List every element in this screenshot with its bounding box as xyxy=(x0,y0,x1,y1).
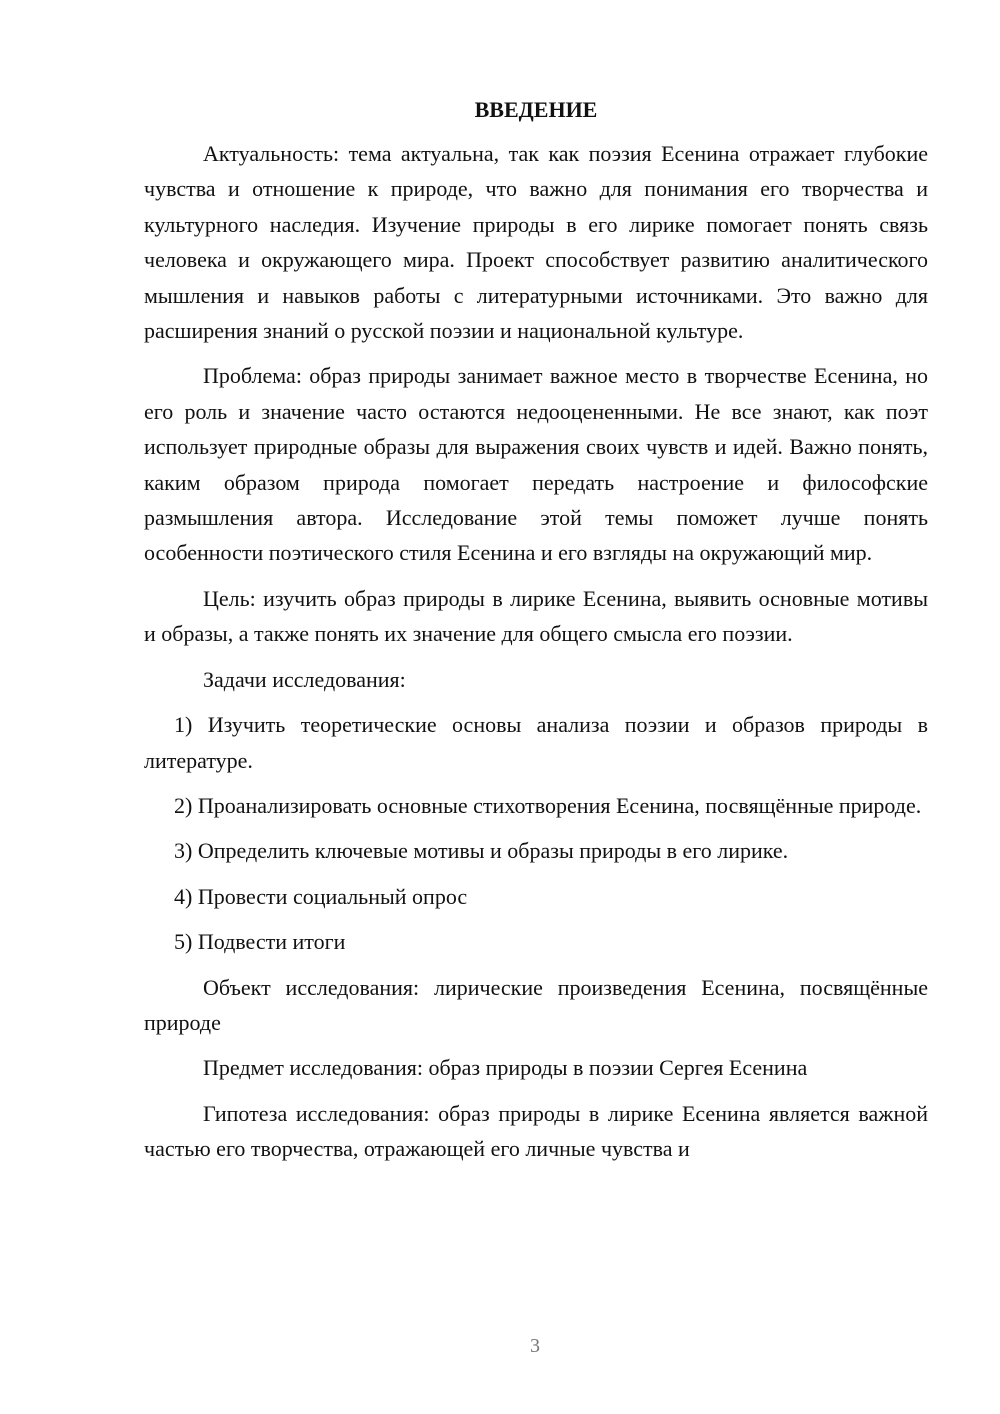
paragraph-relevance: Актуальность: тема актуальна, так как поэзия Есенина отражает глубокие чувства и отношение к природе, что важно для понимания его творчества и культурного наследия. Изучение природы в его лирике помогает понять связь человека и окружающего мира. Проект способствует развитию аналитического мышления и навыков работы с литературными источниками. Это важно для расширения знаний о русской поэзии и национальной культуре. xyxy=(144,141,928,344)
paragraph-tasks-heading: Задачи исследования: xyxy=(203,666,406,692)
paragraph-subject: Предмет исследования: образ природы в поэзии Сергея Есенина xyxy=(203,1055,808,1081)
paragraph-hypothesis: Гипотеза исследования: образ природы в лирике Есенина является важной частью его творчества, отражающей его личные чувства и xyxy=(144,1100,928,1162)
paragraph-goal: Цель: изучить образ природы в лирике Есенина, выявить основные мотивы и образы, а также понять их значение для общего смысла его поэзии. xyxy=(144,585,928,647)
task-item-4: 4) Провести социальный опрос xyxy=(174,883,468,909)
task-item-2: 2) Проанализировать основные стихотворения Есенина, посвящённые природе. xyxy=(174,792,922,818)
section-title: ВВЕДЕНИЕ xyxy=(474,97,598,122)
task-item-5: 5) Подвести итоги xyxy=(174,929,346,955)
task-item-1: 1) Изучить теоретические основы анализа поэзии и образов природы в литературе. xyxy=(144,712,928,773)
paragraph-object: Объект исследования: лирические произведения Есенина, посвящённые природе xyxy=(144,974,928,1035)
paragraph-problem: Проблема: образ природы занимает важное место в творчестве Есенина, но его роль и значение часто остаются недооцененными. Не все знают, как поэт использует природные образы для выражения своих чувств и идей. Важно понять, каким образом природа помогает передать настроение и философские размышления автора. Исследование этой темы поможет лучше понять особенности поэтического стиля Есенина и его взгляды на окружающий мир. xyxy=(144,363,928,566)
task-item-3: 3) Определить ключевые мотивы и образы природы в его лирике. xyxy=(174,838,789,864)
page-content xyxy=(144,92,928,1167)
page-number: 3 xyxy=(530,1335,540,1357)
